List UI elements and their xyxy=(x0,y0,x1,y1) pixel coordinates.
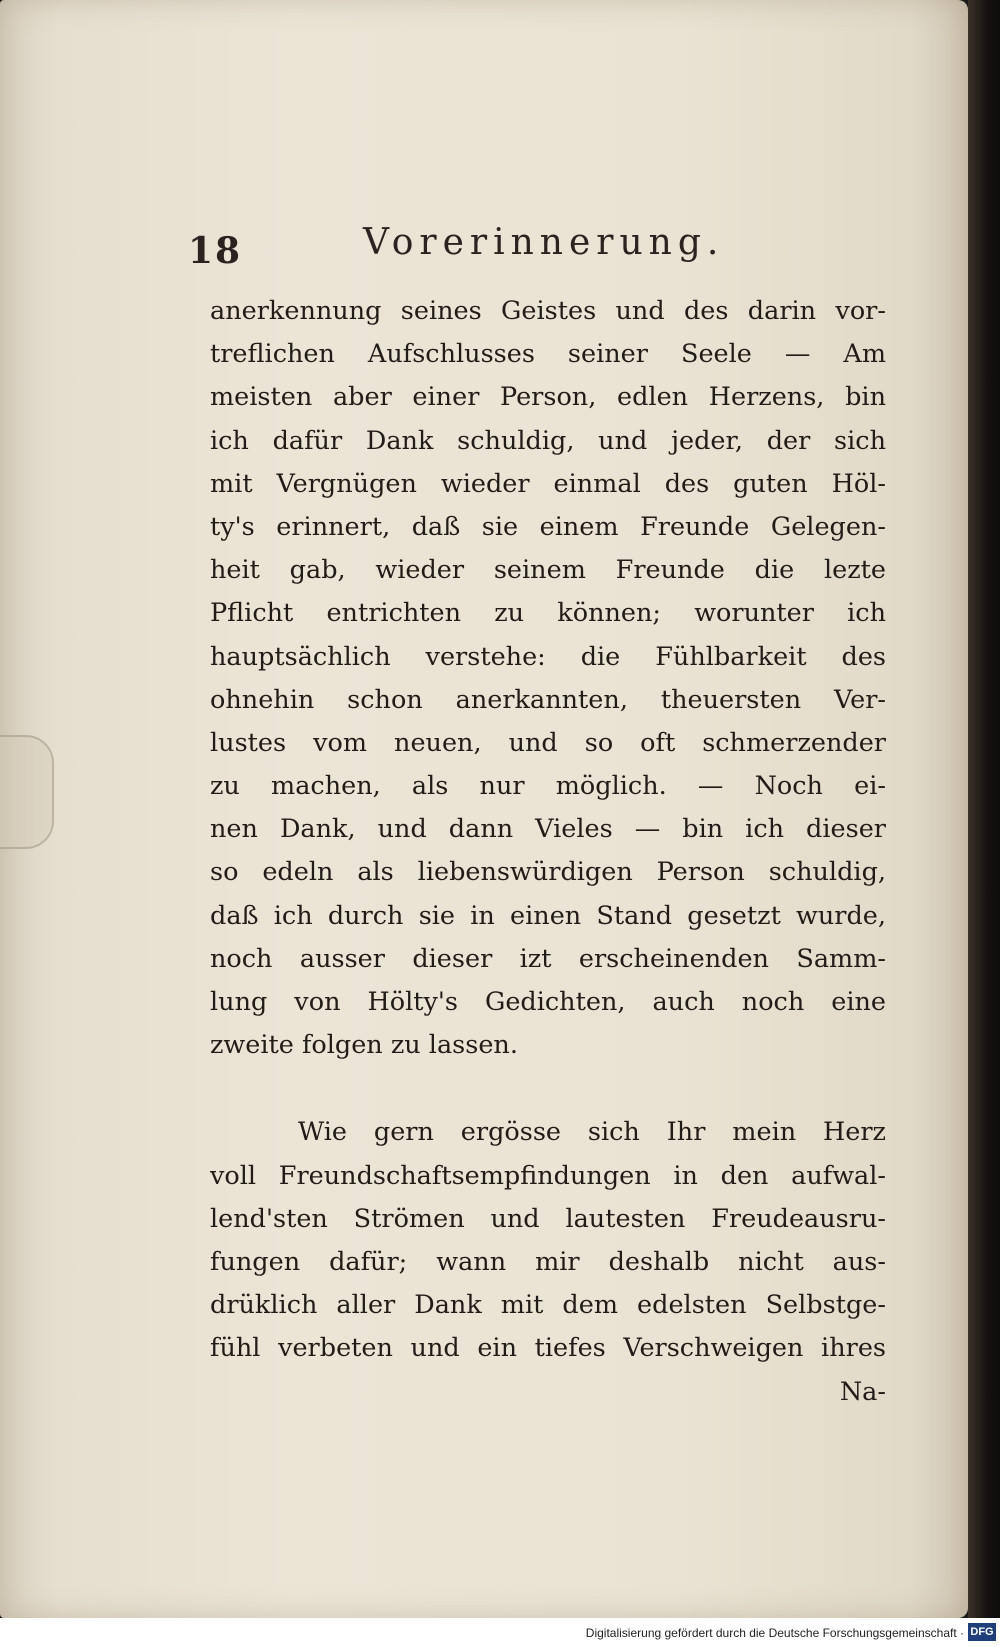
text-line: drüklich aller Dank mit dem edelsten Selbstge- xyxy=(210,1290,886,1321)
text-line: treflichen Aufschlusses seiner Seele — Am xyxy=(210,339,886,370)
dfg-logo-icon: DFG xyxy=(968,1623,996,1641)
paragraph-1 xyxy=(210,290,886,1067)
paragraph-2 xyxy=(210,1111,886,1413)
text-line: mit Vergnügen wieder einmal des guten Höl- xyxy=(210,468,886,499)
page-tab-mark xyxy=(0,735,54,849)
body-text xyxy=(210,290,886,1414)
running-head: Vorerinnerung. xyxy=(363,222,725,263)
text-line: fungen dafür; wann mir deshalb nicht aus- xyxy=(210,1246,886,1277)
text-line: Wie gern ergösse sich Ihr mein Herz xyxy=(298,1117,886,1148)
text-line: so edeln als liebenswürdigen Person schuldig, xyxy=(210,857,886,888)
text-line: zweite folgen zu lassen. xyxy=(210,1030,518,1061)
text-line: lung von Hölty's Gedichten, auch noch eine xyxy=(210,987,886,1017)
text-line: lustes vom neuen, und so oft schmerzender xyxy=(210,727,886,758)
text-line: voll Freundschaftsempfindungen in den aufwal- xyxy=(210,1160,886,1191)
text-line: anerkennung seines Geistes und des darin vor- xyxy=(210,296,886,326)
text-line: nen Dank, und dann Vieles — bin ich dieser xyxy=(210,814,886,845)
text-line: hauptsächlich verstehe: die Fühlbarkeit des xyxy=(210,641,886,672)
text-line: ich dafür Dank schuldig, und jeder, der sich xyxy=(210,425,886,456)
text-line: heit gab, wieder seinem Freunde die lezte xyxy=(210,555,886,586)
text-line: noch ausser dieser izt erscheinenden Samm- xyxy=(210,943,886,974)
text-line: ty's erinnert, daß sie einem Freunde Gelegen- xyxy=(210,511,886,542)
text-line: fühl verbeten und ein tiefes Verschweigen ihres xyxy=(210,1333,886,1364)
text-line: daß ich durch sie in einen Stand gesetzt wurde, xyxy=(210,900,886,931)
page-number: 18 xyxy=(188,230,243,272)
text-line: meisten aber einer Person, edlen Herzens, bin xyxy=(210,382,886,413)
text-line: ohnehin schon anerkannten, theuersten Ver- xyxy=(210,684,886,715)
text-line: lend'sten Strömen und lautesten Freudeausru- xyxy=(210,1203,886,1234)
book-edge xyxy=(968,0,1000,1618)
dfg-credit: Digitalisierung gefördert durch die Deutsche Forschungsgemeinschaft · xyxy=(585,1626,964,1640)
text-line: zu machen, als nur möglich. — Noch ei- xyxy=(210,771,886,802)
catchword: Na- xyxy=(839,1376,886,1407)
page-header xyxy=(188,222,878,274)
footer-bar xyxy=(0,1618,1000,1647)
paragraph-gap xyxy=(210,1067,886,1111)
text-line: Pflicht entrichten zu können; worunter ich xyxy=(210,598,886,629)
